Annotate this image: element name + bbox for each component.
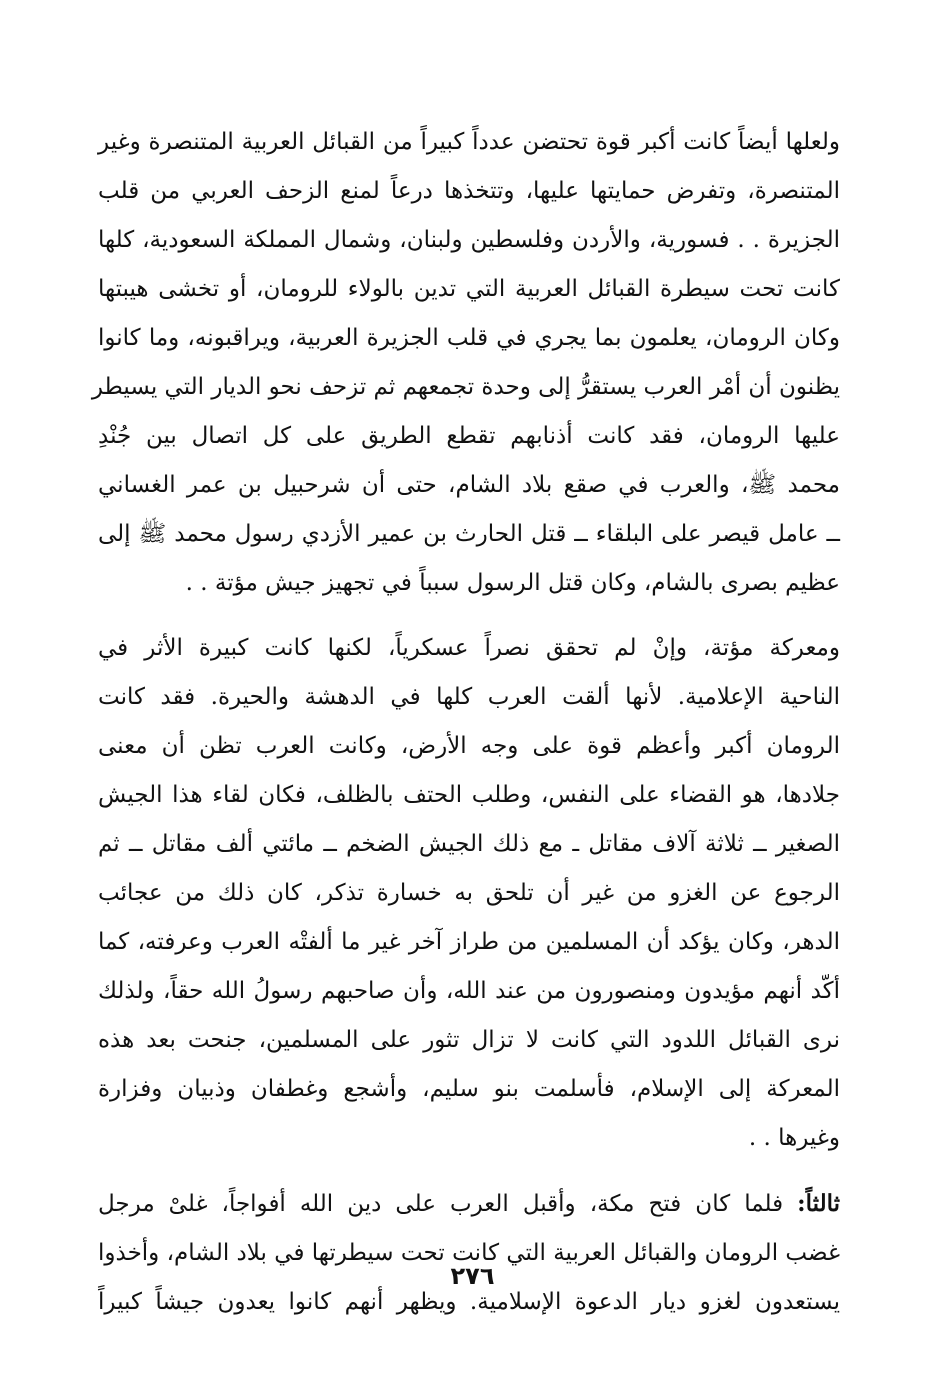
text-line: عظيم بصرى بالشام، وكان قتل الرسول سبباً في تجهيز جيش مؤتة . .	[185, 570, 840, 596]
text-line: يستعدون لغزو ديار الدعوة الإسلامية. ويظهر أنهم كانوا يعدون جيشاً كبيراً	[98, 1289, 840, 1315]
page-number: ٢٧٦	[450, 1262, 495, 1290]
text-line: محمد ﷺ، والعرب في صقع بلاد الشام، حتى أن شرحبيل بن عمر الغساني	[98, 472, 840, 498]
paragraph-2	[98, 624, 840, 1163]
paragraph-1	[91, 118, 840, 608]
text-line: الصغير ــ ثلاثة آلاف مقاتل ـ مع ذلك الجيش الضخم ــ مائتي ألف مقاتل ــ ثم	[98, 831, 840, 857]
text-segment: فلما كان فتح مكة، وأقبل العرب على دين الله أفواجاً، غلىْ مرجل	[98, 1191, 798, 1217]
text-line: وغيرها . .	[748, 1125, 840, 1151]
text-line: كانت تحت سيطرة القبائل العربية التي تدين بالولاء للرومان، أو تخشى هيبتها	[98, 276, 840, 302]
text-line: نرى القبائل اللدود التي كانت لا تزال تثور على المسلمين، جنحت بعد هذه	[98, 1027, 840, 1053]
text-line: جلادها، هو القضاء على النفس، وطلب الحتف بالظلف، فكان لقاء هذا الجيش	[98, 782, 840, 808]
text-line: يظنون أن أمْر العرب يستقرُّ إلى وحدة تجمعهم ثم تزحف نحو الديار التي يسيطر	[91, 374, 840, 400]
text-line: ــ عامل قيصر على البلقاء ــ قتل الحارث بن عمير الأزدي رسول محمد ﷺ إلى	[98, 521, 840, 547]
text-line: المتنصرة، وتفرض حمايتها عليها، وتتخذها درعاً لمنع الزحف العربي من قلب	[98, 178, 840, 204]
text-line: الجزيرة . . فسورية، والأردن وفلسطين ولبنان، وشمال المملكة السعودية، كلها	[98, 227, 840, 253]
text-line: عليها الرومان، فقد كانت أذنابهم تقطع الطريق على كل اتصال بين جُنْدِ	[98, 423, 840, 449]
text-line: الناحية الإعلامية. لأنها ألقت العرب كلها في الدهشة والحيرة. فقد كانت	[98, 684, 840, 710]
section-lead: ثالثاً:	[797, 1190, 840, 1217]
text-line: أكّد أنهم مؤيدون ومنصورون من عند الله، وأن صاحبهم رسولُ الله حقاً، ولذلك	[98, 978, 840, 1004]
page-body	[91, 118, 840, 1327]
text-line: وكان الرومان، يعلمون بما يجري في قلب الجزيرة العربية، ويراقبونه، وما كانوا	[98, 325, 840, 351]
text-line	[98, 1179, 840, 1229]
text-line: المعركة إلى الإسلام، فأسلمت بنو سليم، وأشجع وغطفان وذبيان وفزارة	[98, 1076, 840, 1102]
text-line: ومعركة مؤتة، وإنْ لم تحقق نصراً عسكرياً، لكنها كانت كبيرة الأثر في	[98, 635, 840, 661]
paragraph-3	[98, 1179, 840, 1327]
text-line: ولعلها أيضاً كانت أكبر قوة تحتضن عدداً كبيراً من القبائل العربية المتنصرة وغير	[98, 129, 840, 155]
text-line: الدهر، وكان يؤكد أن المسلمين من طراز آخر غير ما ألفتْه العرب وعرفته، كما	[98, 929, 840, 955]
text-line: غضب الرومان والقبائل العربية التي كانت تحت سيطرتها في بلاد الشام، وأخذوا	[98, 1240, 840, 1266]
text-line: الرجوع عن الغزو من غير أن تلحق به خسارة تذكر، كان ذلك من عجائب	[98, 880, 840, 906]
text-line: الرومان أكبر وأعظم قوة على وجه الأرض، وكانت العرب تظن أن معنى	[98, 733, 840, 759]
